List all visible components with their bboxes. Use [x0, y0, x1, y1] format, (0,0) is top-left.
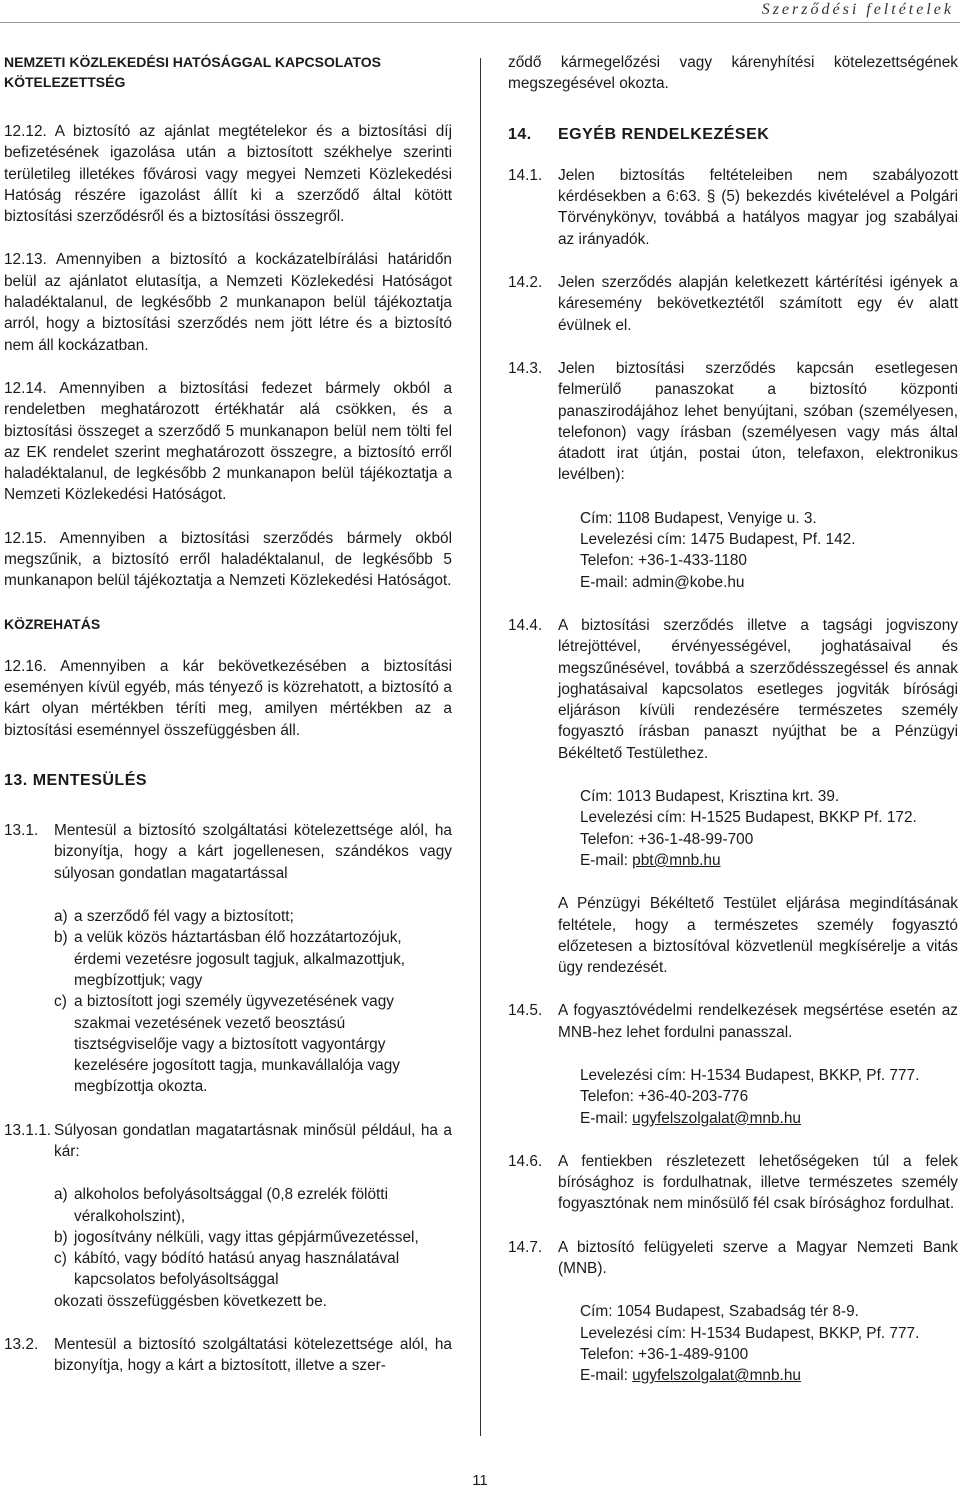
- list-item: b) a velük közös háztartásban élő hozzátartozójuk, érdemi vezetésre jogosult tagjuk, alkalmazottjuk, megbízottjuk; vagy: [54, 929, 406, 989]
- list-tail: okozati összefüggésben következett be.: [54, 1292, 327, 1310]
- clause-number: 14.7.: [508, 1238, 543, 1256]
- section-heading-14: [508, 124, 958, 145]
- clause-14-1: [508, 165, 958, 250]
- clause-text: Jelen biztosítás feltételeiben nem szabályozott kérdésekben a 6:63. § (5) bekezdés kivételével a Polgári Törvénykönyv, továbbá a hatályos magyar jog szabályai az irányadók.: [558, 166, 958, 248]
- clause-13-2: [4, 1334, 452, 1377]
- section-heading-nkh: NEMZETI KÖZLEKEDÉSI HATÓSÁGGAL KAPCSOLATOS KÖTELEZETTSÉG: [4, 54, 381, 90]
- clause-14-4-b: A Pénzügyi Békéltető Testület eljárása megindításának feltétele, hogy a természetes személy fogyasztó előzetesen a biztosítóval közvetlenül megkísérelje a vitás ügy rendezését.: [558, 895, 958, 977]
- clause-text: Jelen biztosítási szerződés kapcsán esetlegesen felmerülő panaszokat a biztosító központi panaszirodájához lehet benyújtani, szóban (személyesen, telefonon) vagy írásban (személyesen vagy más által átadott irat útján, postai úton, telefaxon, elektronikus levélben):: [558, 359, 958, 484]
- clause-text: Mentesül a biztosító szolgáltatási kötelezettsége alól, ha bizonyítja, hogy a kárt a biztosított, illetve a szer-: [54, 1336, 452, 1375]
- clause-text: A fentiekben részletezett lehetőségeken túl a felek bírósághoz is fordulhatnak, illetve természetes személy fogyasztónak nem minősülő fél csak bírósághoz fordulhat.: [558, 1152, 958, 1213]
- section-number: 14.: [508, 125, 532, 143]
- clause-number: 13.1.1.: [4, 1121, 52, 1139]
- clause-13-1: [4, 820, 452, 884]
- email-link[interactable]: ugyfelszolgalat@mnb.hu: [632, 1367, 801, 1385]
- clause-text: A biztosító felügyeleti szerve a Magyar Nemzeti Bank (MNB).: [558, 1238, 958, 1278]
- clause-text: Mentesül a biztosító szolgáltatási kötelezettsége alól, ha bizonyítja, hogy a kárt jogellenesen, szándékos vagy súlyosan gondatlan magatartással: [54, 822, 452, 882]
- list-item: c) kábító, vagy bódító hatású anyag használatával kapcsolatos befolyásoltsággal: [54, 1250, 400, 1289]
- clause-text: A biztosítási szerződés illetve a tagsági jogviszony létrejöttével, érvényességével, joghatásaival és megszűnésével, továbbá a szerződésszegéssel és annak joghatásaival kapcsolatos esetleges jogviták bírósági eljáráson kívüli rendezésére természetes személy fogyasztó írásban panaszt nyújthat be a Pénzügyi Békéltető Testülethez.: [558, 616, 958, 762]
- clause-number: 14.6.: [508, 1152, 543, 1170]
- clause-12-12: 12.12. A biztosító az ajánlat megtételekor és a biztosítási díj befizetésének igazolása után a biztosított székhelye szerinti területileg illetékes fővárosi vagy megyei Nemzeti Közlekedési Hatóság részére igazolást állít ki a szerződő által kötött biztosítási szerződésről és a biztosítási összegről.: [4, 123, 452, 226]
- clause-number: 14.3.: [508, 359, 543, 377]
- list-item: c) a biztosított jogi személy ügyvezetésének vagy szakmai vezetésének vezető beosztású tisztségviselője vagy a biztosított vagyontárgy kezelésére jogosított tagja, munkavállalója vagy megbízottja okozta.: [54, 993, 400, 1096]
- clause-text: Jelen szerződés alapján keletkezett kártérítési igények a káresemény bekövetkeztétől számított egy év alatt évülnek el.: [558, 274, 958, 334]
- clause-number: 14.5.: [508, 1002, 543, 1020]
- contact-block-panasziroda: Cím: 1108 Budapest, Venyige u. 3. Levelezési cím: 1475 Budapest, Pf. 142. Telefon: +36-1-433-1180 E-mail: admin@kobe.hu: [580, 509, 856, 591]
- header-title: Szerződési feltételek: [761, 1, 954, 18]
- list-item: b) jogosítvány nélküli, vagy ittas gépjárművezetéssel,: [54, 1228, 419, 1246]
- clause-text: Súlyosan gondatlan magatartásnak minősül például, ha a kár:: [54, 1121, 452, 1160]
- contact-block-mnb-2: Cím: 1054 Budapest, Szabadság tér 8-9. Levelezési cím: H-1534 Budapest, BKKP, Pf. 777. Telefon: +36-1-489-9100 E-mail: ugyfelszolgalat@mnb.hu: [580, 1303, 920, 1385]
- section-heading-kozrehatas: KÖZREHATÁS: [4, 615, 101, 632]
- clause-12-14: 12.14. Amennyiben a biztosítási fedezet bármely okból a rendeletben meghatározott értékhatár alá csökken, és a biztosítási összeget a szerződő 5 munkanapon belül nem tölti fel az EK rendelet szerint meghatározott összegre, a biztosító erről haladéktalanul, de legkésőbb 2 munkanapon belül tájékoztatja a Nemzeti Közlekedési Hatóságot.: [4, 379, 452, 504]
- right-column: [508, 52, 958, 1387]
- clause-text: A fogyasztóvédelmi rendelkezések megsértése esetén az MNB-hez lehet fordulni panasszal.: [558, 1002, 958, 1041]
- clause-number: 14.2.: [508, 274, 543, 292]
- clause-14-5: [508, 1000, 958, 1043]
- list-item: a) alkoholos befolyásoltsággal (0,8 ezrelék fölötti véralkoholszint),: [54, 1186, 388, 1225]
- continued-text: ződő kármegelőzési vagy kárenyhítési kötelezettségének megszegésével okozta.: [508, 54, 958, 93]
- clause-number: 14.4.: [508, 616, 543, 634]
- clause-number: 13.1.: [4, 822, 39, 840]
- clause-14-7: [508, 1237, 958, 1280]
- clause-number: 14.1.: [508, 166, 543, 184]
- section-heading-13: 13. MENTESÜLÉS: [4, 771, 148, 789]
- clause-number: 13.2.: [4, 1336, 39, 1354]
- clause-14-6: [508, 1151, 958, 1215]
- clause-14-3: [508, 358, 958, 486]
- clause-14-4: [508, 615, 958, 764]
- list-item: a) a szerződő fél vagy a biztosított;: [54, 908, 294, 926]
- left-column: [4, 52, 452, 1377]
- email-link[interactable]: ugyfelszolgalat@mnb.hu: [632, 1109, 801, 1127]
- clause-12-13: 12.13. Amennyiben a biztosító a kockázatelbírálási határidőn belül az ajánlatot elutasítja, a Nemzeti Közlekedési Hatóságot haladéktalanul, de legkésőbb 2 munkanapon belül tájékoztatja arról, hogy a biztosítási szerződés nem jött létre és a biztosító nem áll kockázatban.: [4, 251, 452, 354]
- clause-12-15: 12.15. Amennyiben a biztosítási szerződés bármely okból megszűnik, a biztosító erről haladéktalanul, de legkésőbb 5 munkanapon belül tájékoztatja a Nemzeti Közlekedési Hatóságot.: [4, 529, 452, 590]
- clause-14-2: [508, 272, 958, 336]
- section-title: EGYÉB RENDELKEZÉSEK: [558, 125, 770, 143]
- column-divider: [480, 58, 481, 1436]
- page-header: [0, 0, 960, 23]
- email-link[interactable]: pbt@mnb.hu: [632, 851, 721, 869]
- clause-13-1-1: [4, 1120, 452, 1163]
- contact-block-pbt: Cím: 1013 Budapest, Krisztina krt. 39. Levelezési cím: H-1525 Budapest, BKKP Pf. 172. Telefon: +36-1-48-99-700 E-mail: pbt@mnb.hu: [580, 788, 917, 869]
- contact-block-mnb-1: Levelezési cím: H-1534 Budapest, BKKP, Pf. 777. Telefon: +36-40-203-776 E-mail: ugyfelszolgalat@mnb.hu: [580, 1066, 920, 1127]
- page-number: 11: [472, 1472, 488, 1489]
- clause-12-16: 12.16. Amennyiben a kár bekövetkezésében a biztosítási eseményen kívül egyéb, más tényező is közrehatott, a biztosító a kárt olyan mértékben téríti meg, amilyen mértékben az a biztosítási eseménnyel összefüggésben áll.: [4, 657, 452, 739]
